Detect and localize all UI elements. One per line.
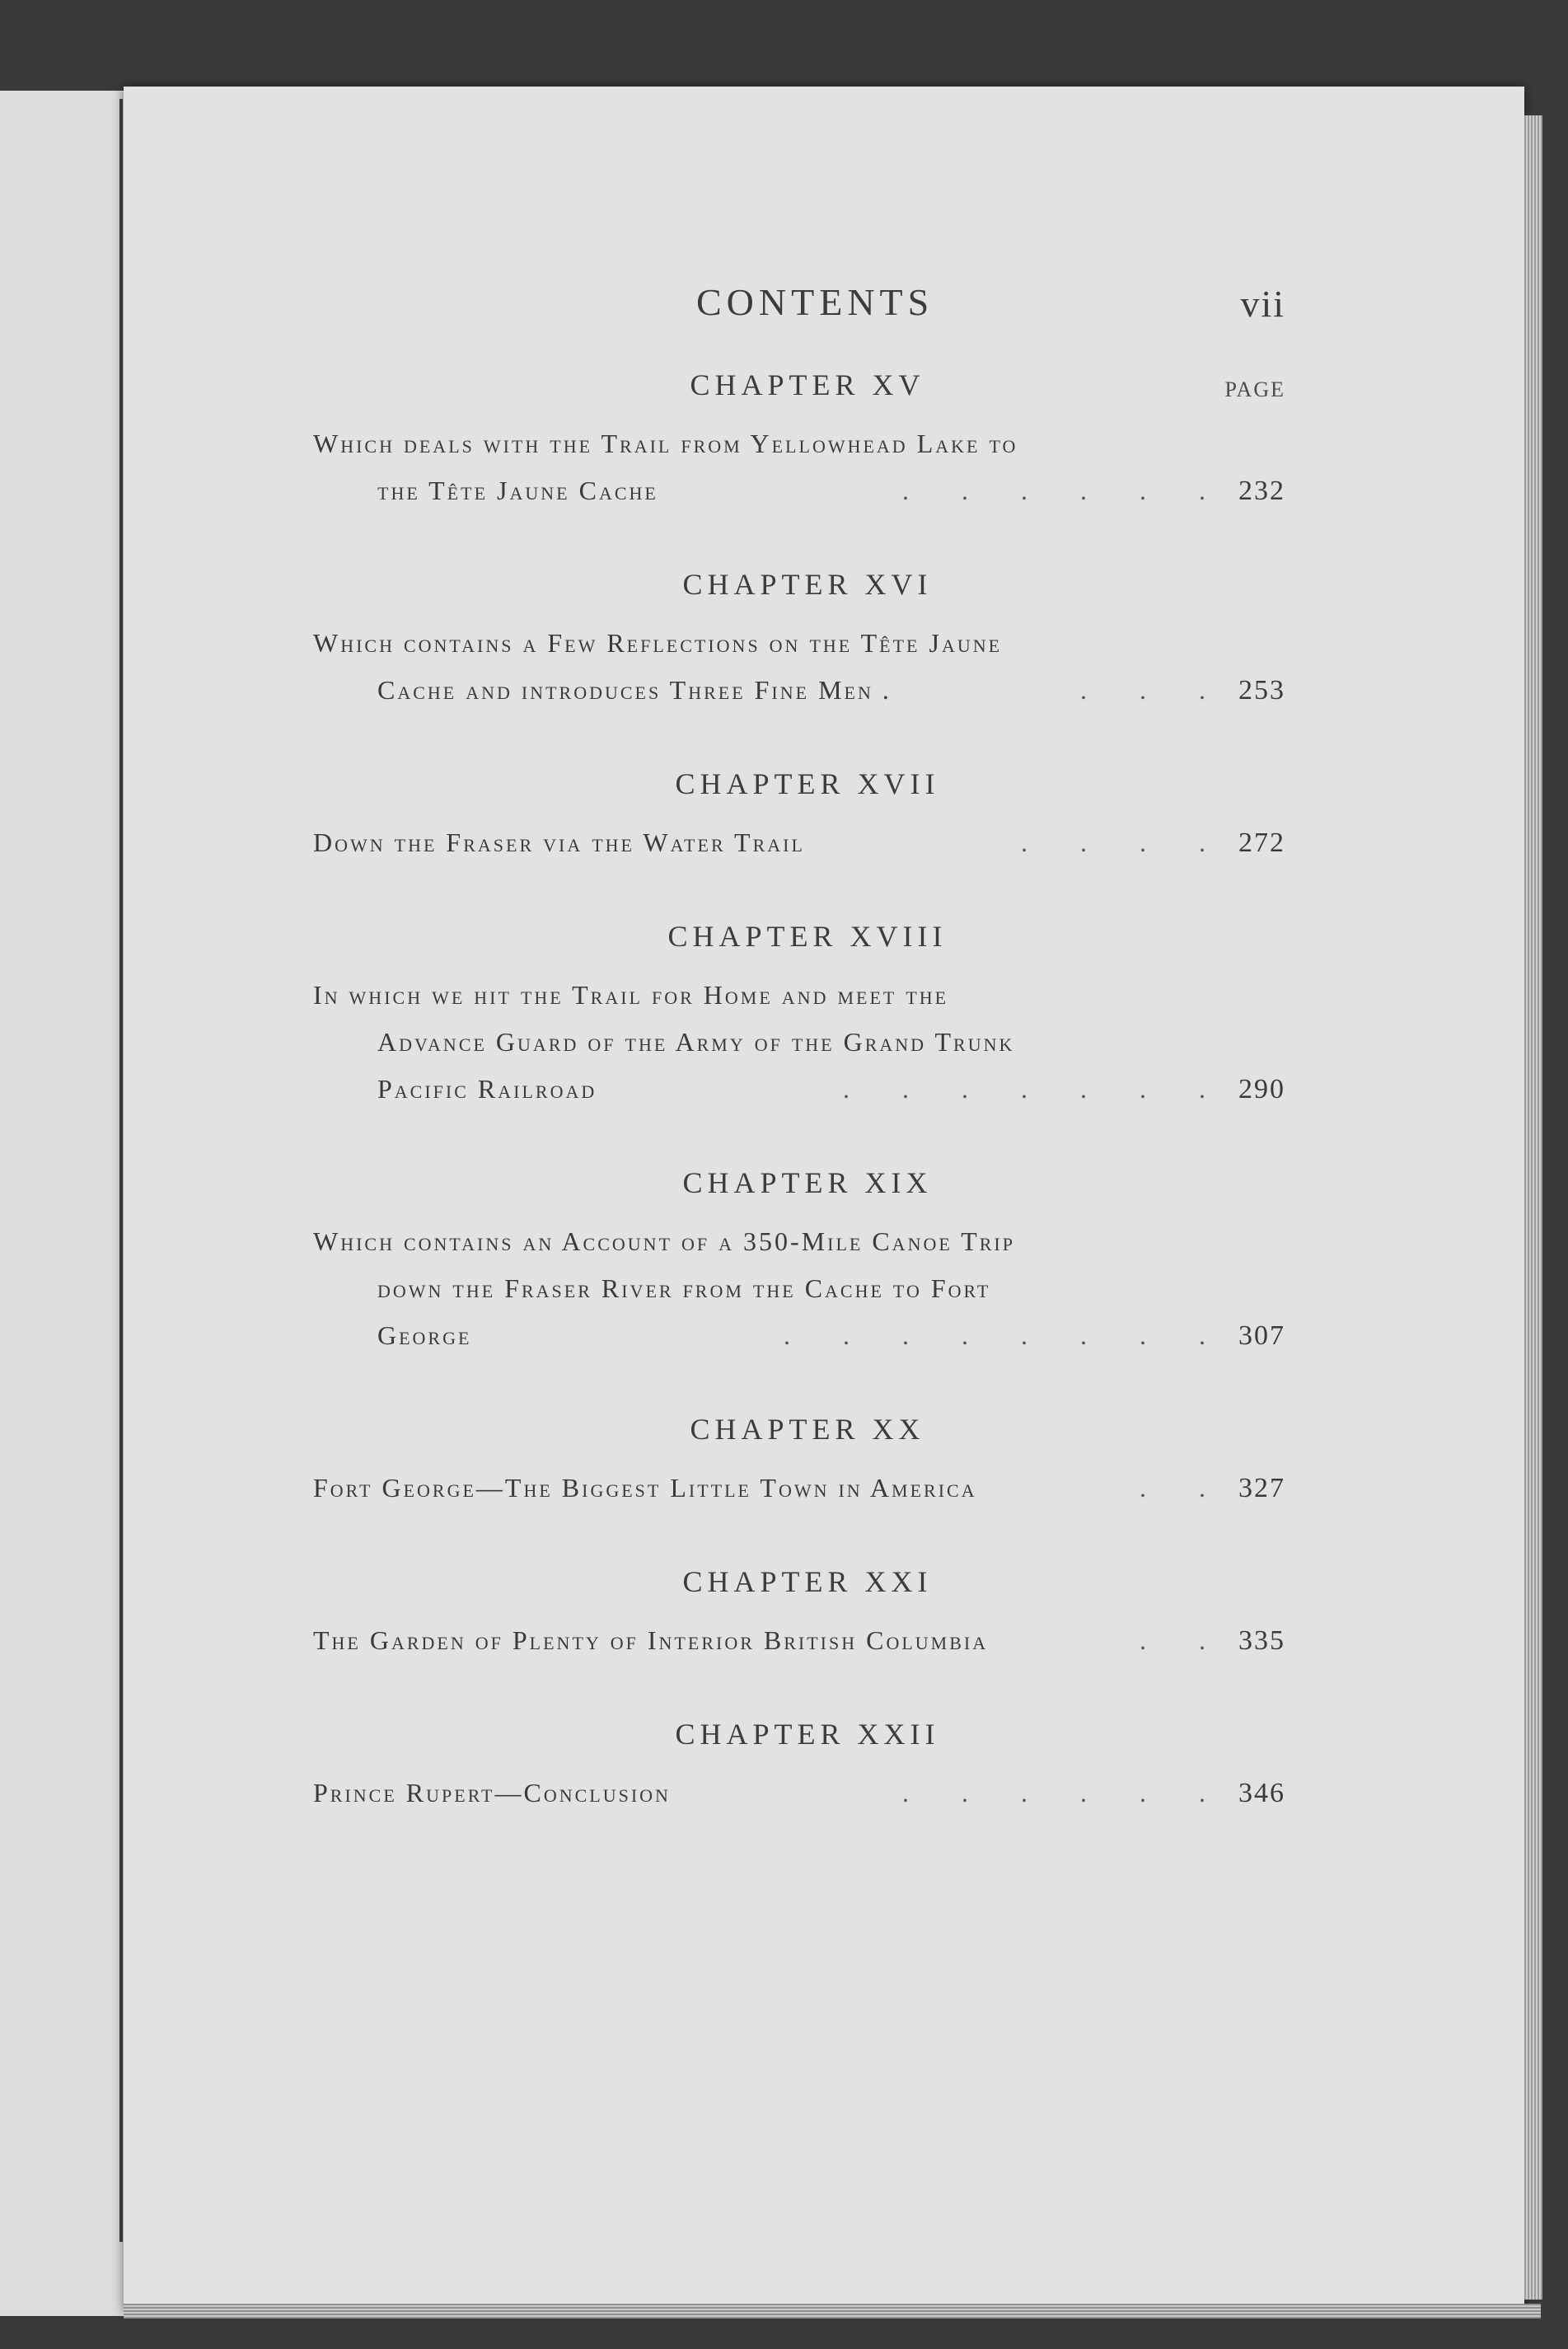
page-number: 232 bbox=[1238, 476, 1285, 506]
chapter-entry bbox=[313, 1409, 1285, 1512]
chapter-title-line bbox=[313, 467, 1285, 514]
chapter-title-text: Cache and introduces Three Fine Men . bbox=[377, 675, 892, 705]
chapter-entry bbox=[313, 1561, 1285, 1664]
binding-gutter bbox=[119, 99, 123, 2242]
chapter-title-line bbox=[313, 972, 1285, 1019]
chapter-heading: CHAPTER XXII bbox=[675, 1718, 940, 1751]
dot-leader: . . . . . . . . bbox=[784, 1320, 1205, 1350]
dot-leader: . . . bbox=[1080, 675, 1205, 705]
chapter-title-line bbox=[313, 819, 1285, 866]
chapter-title bbox=[313, 1218, 1285, 1359]
page-number: 346 bbox=[1238, 1778, 1285, 1808]
chapter-heading: CHAPTER XXI bbox=[682, 1565, 933, 1598]
chapter-title-text: the Tête Jaune Cache bbox=[377, 476, 658, 505]
chapter-title bbox=[313, 1770, 1285, 1817]
chapter-title-line bbox=[313, 1312, 1285, 1359]
chapter-title-line bbox=[313, 1066, 1285, 1113]
chapter-heading: CHAPTER XIX bbox=[682, 1166, 933, 1199]
chapter-title-text: Which contains a Few Reflections on the Tête Jaune bbox=[313, 628, 1003, 658]
dot-leader: . . . . . . . bbox=[843, 1074, 1205, 1104]
page-number: 335 bbox=[1238, 1625, 1285, 1656]
chapter-title bbox=[313, 620, 1285, 714]
chapter-title-line bbox=[313, 667, 1285, 714]
chapter-title-line bbox=[313, 1218, 1285, 1265]
chapter-title bbox=[313, 1465, 1285, 1512]
chapter-title bbox=[313, 420, 1285, 514]
contents-page bbox=[313, 280, 1285, 1866]
chapter-title bbox=[313, 972, 1285, 1113]
chapter-title bbox=[313, 819, 1285, 866]
chapter-title-text: down the Fraser River from the Cache to Fort bbox=[377, 1273, 991, 1303]
chapter-entry bbox=[313, 763, 1285, 866]
chapter-heading: CHAPTER XX bbox=[690, 1413, 925, 1446]
page-folio: vii bbox=[1240, 283, 1285, 325]
chapter-title-line bbox=[313, 1019, 1285, 1066]
chapter-title-text: George bbox=[377, 1320, 472, 1350]
page-number: 327 bbox=[1238, 1473, 1285, 1503]
chapter-title-line bbox=[313, 1770, 1285, 1817]
page-stack-edge bbox=[1524, 115, 1542, 2300]
chapter-heading: CHAPTER XVIII bbox=[667, 920, 948, 953]
page-column-label: PAGE bbox=[1224, 377, 1285, 401]
chapter-heading: CHAPTER XV bbox=[690, 368, 925, 401]
dot-leader: . . . . . . bbox=[902, 1778, 1205, 1807]
chapter-title-text: Which contains an Account of a 350-Mile Canoe Trip bbox=[313, 1226, 1015, 1256]
chapter-title-text: Fort George—The Biggest Little Town in America bbox=[313, 1473, 977, 1503]
chapter-title-line bbox=[313, 1465, 1285, 1512]
chapter-entry bbox=[313, 1162, 1285, 1359]
chapter-title-line bbox=[313, 1265, 1285, 1312]
facing-page-edge bbox=[0, 91, 126, 2316]
dot-leader: . . . . . . bbox=[902, 476, 1205, 505]
chapter-title-text: Advance Guard of the Army of the Grand Trunk bbox=[377, 1027, 1015, 1057]
chapter-title-line bbox=[313, 420, 1285, 467]
page-number: 307 bbox=[1238, 1320, 1285, 1351]
chapter-title-text: Pacific Railroad bbox=[377, 1074, 597, 1104]
chapter-entry bbox=[313, 1714, 1285, 1817]
chapter-title-text: Prince Rupert—Conclusion bbox=[313, 1778, 671, 1807]
chapter-title-text: In which we hit the Trail for Home and meet the bbox=[313, 980, 949, 1010]
chapter-list bbox=[313, 364, 1285, 1817]
chapter-title-line bbox=[313, 1617, 1285, 1664]
chapter-entry bbox=[313, 564, 1285, 714]
chapter-title-text: Down the Fraser via the Water Trail bbox=[313, 828, 805, 857]
dot-leader: . . bbox=[1140, 1473, 1205, 1503]
chapter-title-text: The Garden of Plenty of Interior British Columbia bbox=[313, 1625, 989, 1655]
dot-leader: . . bbox=[1140, 1625, 1205, 1655]
page-stack-bottom bbox=[124, 2304, 1541, 2319]
chapter-heading: CHAPTER XVI bbox=[682, 568, 933, 601]
dot-leader: . . . . bbox=[1021, 828, 1205, 857]
chapter-title-line bbox=[313, 620, 1285, 667]
page-number: 253 bbox=[1238, 675, 1285, 706]
page-number: 290 bbox=[1238, 1074, 1285, 1104]
chapter-title bbox=[313, 1617, 1285, 1664]
chapter-entry bbox=[313, 364, 1285, 514]
chapter-entry bbox=[313, 916, 1285, 1113]
chapter-heading: CHAPTER XVII bbox=[675, 767, 940, 800]
page-title: CONTENTS bbox=[696, 281, 934, 323]
page-number: 272 bbox=[1238, 828, 1285, 858]
chapter-title-text: Which deals with the Trail from Yellowhead Lake to bbox=[313, 429, 1018, 458]
